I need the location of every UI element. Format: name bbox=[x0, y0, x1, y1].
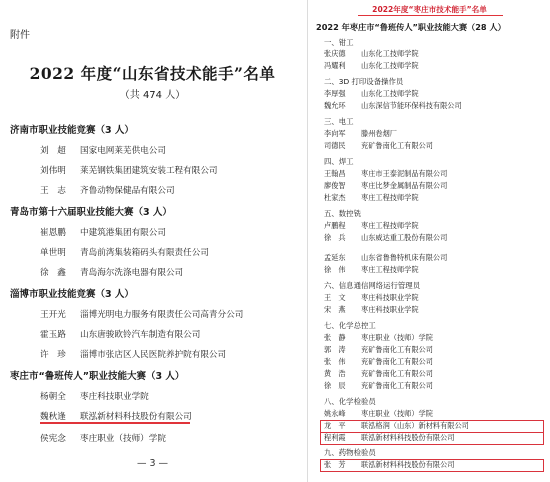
list-item: 霍玉路 山东唐骏欧铃汽车制造有限公司 bbox=[40, 330, 201, 340]
category-heading: 七、化学总控工 bbox=[324, 321, 376, 330]
list-item: 姚永峰 枣庄职业（技师）学院 bbox=[324, 409, 433, 418]
list-item: 王翰昌 枣庄市王泰泥制品有限公司 bbox=[324, 169, 448, 178]
list-item: 张 伟 兖矿鲁南化工有限公司 bbox=[324, 357, 433, 366]
list-item: 崔恩鹏 中建筑港集团有限公司 bbox=[40, 228, 166, 238]
list-item-highlighted: 张 芳 联泓新材料科技股份有限公司 bbox=[324, 460, 455, 469]
category-heading: 五、数控铣 bbox=[324, 209, 361, 218]
list-item: 黄 浩 兖矿鲁南化工有限公司 bbox=[324, 369, 433, 378]
attachment-label: 附件 bbox=[10, 30, 30, 41]
category-heading: 六、信息通信网络运行管理员 bbox=[324, 281, 421, 290]
red-underline bbox=[40, 422, 190, 424]
list-item: 刘 超 国家电网莱芜供电公司 bbox=[40, 146, 166, 156]
page-number: — 3 — bbox=[136, 458, 169, 469]
list-item: 司德民 兖矿鲁南化工有限公司 bbox=[324, 141, 433, 150]
section-heading-zaozhuang: 枣庄市“鲁班传人”职业技能大赛（3 人） bbox=[10, 371, 185, 382]
list-item-highlighted: 魏秋逢 联泓新材料科技股份有限公司 bbox=[40, 412, 192, 422]
list-item: 孟延东 山东省鲁鲁特机床有限公司 bbox=[324, 253, 448, 262]
list-item: 李向军 滕州卷烟厂 bbox=[324, 129, 397, 138]
list-item: 徐 鑫 青岛海尔洗涤电器有限公司 bbox=[40, 268, 184, 278]
list-item: 李厚强 山东化工技师学院 bbox=[324, 89, 419, 98]
list-item: 徐 辰 兖矿鲁南化工有限公司 bbox=[324, 381, 433, 390]
category-heading: 二、3D 打印设备操作员 bbox=[324, 77, 404, 86]
list-item: 杨朝全 枣庄科技职业学院 bbox=[40, 392, 149, 402]
list-item: 王开光 淄博光明电力服务有限责任公司高青分公司 bbox=[40, 310, 244, 320]
document-count: （共 474 人） bbox=[119, 90, 186, 101]
list-item: 宋 燕 枣庄科技职业学院 bbox=[324, 305, 419, 314]
section-heading-jinan: 济南市职业技能竞赛（3 人） bbox=[10, 125, 134, 136]
list-item: 魏允环 山东深信节能环保科技有限公司 bbox=[324, 101, 462, 110]
category-heading: 三、电工 bbox=[324, 117, 354, 126]
list-item-highlighted: 龙 平 联泓格润（山东）新材料有限公司 bbox=[324, 421, 469, 430]
list-item: 廖俊智 枣庄比梦金属制品有限公司 bbox=[324, 181, 448, 190]
category-heading: 一、钳工 bbox=[324, 38, 354, 47]
list-item: 张 静 枣庄职业（技师）学院 bbox=[324, 333, 433, 342]
list-item: 张庆德 山东化工技师学院 bbox=[324, 49, 419, 58]
list-item: 许 珍 淄博市张店区人民医院养护院有限公司 bbox=[40, 350, 227, 360]
list-item: 冯耀利 山东化工技师学院 bbox=[324, 61, 419, 70]
section-heading-zibo: 淄博市职业技能竞赛（3 人） bbox=[10, 289, 134, 300]
list-item: 单世明 青岛前湾集装箱码头有限责任公司 bbox=[40, 248, 209, 258]
category-heading: 四、焊工 bbox=[324, 157, 354, 166]
category-heading: 八、化学检验员 bbox=[324, 397, 376, 406]
list-item-highlighted: 程利霞 联泓新材料科技股份有限公司 bbox=[324, 433, 455, 442]
list-item: 郭 涛 兖矿鲁南化工有限公司 bbox=[324, 345, 433, 354]
list-item: 卢鹏程 枣庄工程技师学院 bbox=[324, 221, 419, 230]
red-banner-title: 2022年度“枣庄市技术能手”名单 bbox=[372, 5, 487, 14]
category-heading: 九、药物检验员 bbox=[324, 448, 376, 457]
list-item: 刘伟明 莱芜钢铁集团建筑安装工程有限公司 bbox=[40, 166, 218, 176]
right-document-page bbox=[307, 0, 550, 482]
list-item: 侯宪念 枣庄职业（技师）学院 bbox=[40, 434, 166, 444]
list-item: 徐 兵 山东威达重工股份有限公司 bbox=[324, 233, 448, 242]
document-title: 2022 年度“山东省技术能手”名单 bbox=[29, 64, 276, 83]
list-item: 王 志 齐鲁动物保健品有限公司 bbox=[40, 186, 175, 196]
list-item: 杜家杰 枣庄工程技师学院 bbox=[324, 193, 419, 202]
list-item: 徐 伟 枣庄工程技师学院 bbox=[324, 265, 419, 274]
list-item: 王 文 枣庄科技职业学院 bbox=[324, 293, 419, 302]
section-heading-qingdao: 青岛市第十六届职业技能大赛（3 人） bbox=[10, 207, 172, 218]
banner-underline bbox=[358, 15, 503, 16]
competition-title: 2022 年枣庄市“鲁班传人”职业技能大赛（28 人） bbox=[316, 22, 506, 32]
